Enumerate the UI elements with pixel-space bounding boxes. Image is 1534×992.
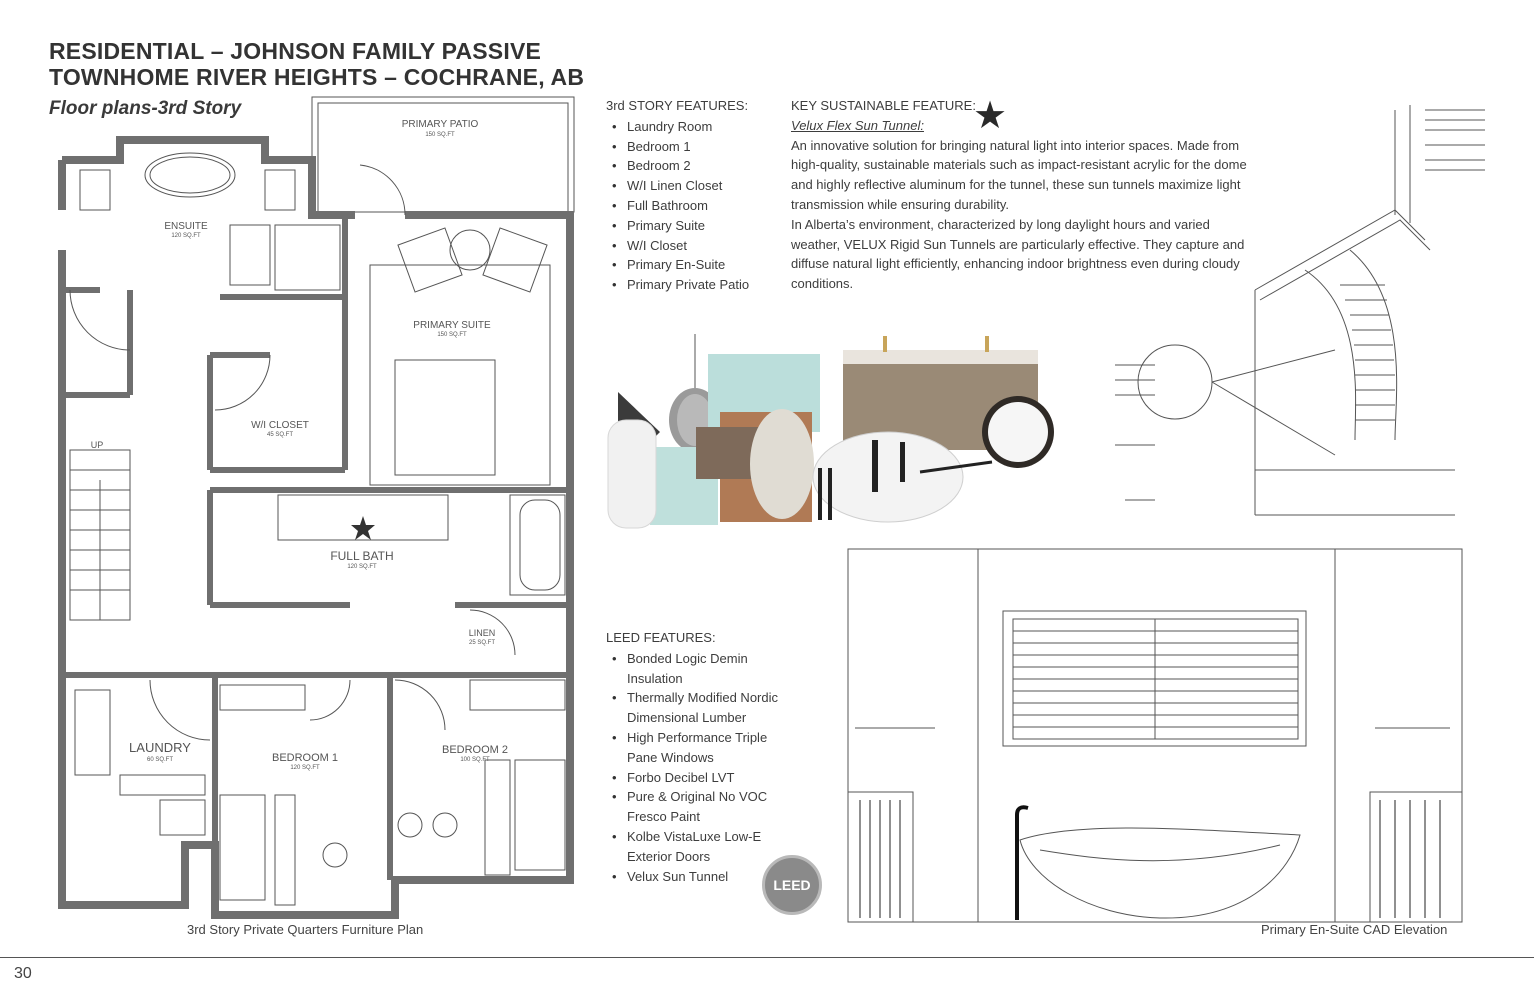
list-item: • W/I Closet	[606, 236, 749, 256]
list-item	[606, 688, 778, 728]
leed-item-line: Thermally Modified Nordic	[627, 690, 778, 706]
leed-item-line: High Performance Triple	[627, 729, 768, 745]
leed-features	[606, 628, 778, 886]
list-item: • Primary Private Patio	[606, 275, 749, 295]
stair-up-label: UP	[90, 440, 104, 450]
list-item	[606, 649, 778, 689]
leed-item-line: Exterior Doors	[627, 848, 711, 864]
leed-item-line: Fresco Paint	[627, 809, 700, 825]
floor-plan	[55, 95, 580, 920]
room-label-linen: LINEN	[468, 628, 496, 638]
room-area-wi-closet: 45 SQ.FT	[266, 432, 294, 438]
page-number: 30	[14, 965, 32, 982]
key-feature-paragraph-1: An innovative solution for bringing natural light into interior spaces. Made from high-quality, sustainable materials such as impact-resistant acrylic for the dome and highly reflective aluminum for the tunnel, these sun tunnels maximize light transmission while ensuring durability.	[791, 137, 1247, 212]
room-label-laundry: LAUNDRY	[129, 740, 191, 755]
leed-item-line: Dimensional Lumber	[627, 710, 747, 726]
list-item: • Primary Suite	[606, 216, 749, 236]
room-area-primary-patio: 150 SQ.FT	[425, 132, 455, 138]
room-area-primary-suite: 150 SQ.FT	[437, 332, 467, 338]
moodboard-image	[600, 322, 1060, 532]
room-label-wi-closet: W/I CLOSET	[251, 420, 309, 431]
list-item: • Primary En-Suite	[606, 255, 749, 275]
list-item: • Bedroom 1	[606, 137, 749, 157]
list-item: • Laundry Room	[606, 117, 749, 137]
leed-item-line: Pane Windows	[627, 749, 714, 765]
list-item: • W/I Linen Closet	[606, 176, 749, 196]
leed-item-line: Insulation	[627, 670, 683, 686]
list-item	[606, 787, 778, 827]
leed-item-line: Velux Sun Tunnel	[627, 868, 729, 884]
title-line-1: RESIDENTIAL – JOHNSON FAMILY PASSIVE	[49, 38, 542, 64]
leed-badge-icon: LEED	[762, 855, 822, 915]
room-area-laundry: 60 SQ.FT	[146, 757, 174, 763]
room-label-bedroom-1: BEDROOM 1	[271, 752, 339, 764]
list-item	[606, 827, 778, 867]
footer-divider	[0, 957, 1534, 958]
velux-link[interactable]: Velux Flex Sun Tunnel:	[791, 117, 924, 133]
leed-item-line: Forbo Decibel LVT	[627, 769, 735, 785]
elevation-caption: Primary En-Suite CAD Elevation	[1261, 922, 1448, 937]
room-label-full-bath: FULL BATH	[330, 549, 394, 563]
list-item: • Full Bathroom	[606, 196, 749, 216]
key-feature-paragraph-2: In Alberta’s environment, characterized by long daylight hours and varied weather, VELUX Rigid Sun Tunnels are particularly effective. They capture and diffuse natural light efficiently, enhancing indoor brightness even during cloudy conditions.	[791, 216, 1245, 292]
leed-item-line: Kolbe VistaLuxe Low-E	[627, 828, 762, 844]
room-area-bedroom-2: 100 SQ.FT	[460, 757, 490, 763]
room-label-primary-suite: PRIMARY SUITE	[413, 320, 491, 331]
floor-plan-caption: 3rd Story Private Quarters Furniture Plan	[187, 922, 424, 937]
leed-item-line: Pure & Original No VOC	[627, 789, 768, 805]
leed-features-heading: LEED FEATURES:	[606, 630, 716, 645]
room-label-primary-patio: PRIMARY PATIO	[401, 119, 479, 130]
list-item: • Bedroom 2	[606, 156, 749, 176]
page-title	[49, 38, 584, 90]
page-subtitle: Floor plans-3rd Story	[49, 98, 242, 119]
room-label-bedroom-2: BEDROOM 2	[441, 744, 509, 756]
story-features-heading: 3rd STORY FEATURES:	[606, 98, 749, 113]
ensuite-elevation-drawing	[845, 545, 1470, 927]
room-label-ensuite: ENSUITE	[164, 221, 208, 232]
leed-item-line: Bonded Logic Demin	[627, 650, 748, 666]
room-area-full-bath: 120 SQ.FT	[347, 564, 377, 570]
story-features-list	[606, 117, 749, 295]
room-area-bedroom-1: 120 SQ.FT	[290, 765, 320, 771]
room-area-linen: 25 SQ.FT	[468, 640, 496, 646]
list-item	[606, 728, 778, 768]
leed-features-list	[606, 649, 778, 887]
list-item	[606, 867, 778, 887]
title-line-2: TOWNHOME RIVER HEIGHTS – COCHRANE, AB	[49, 64, 585, 90]
sun-tunnel-detail-drawing	[1065, 100, 1505, 520]
star-icon: ★	[973, 95, 1008, 137]
key-feature-heading: KEY SUSTAINABLE FEATURE:	[791, 98, 976, 113]
story-features	[606, 96, 749, 295]
list-item	[606, 768, 778, 788]
room-area-ensuite: 120 SQ.FT	[171, 233, 201, 239]
